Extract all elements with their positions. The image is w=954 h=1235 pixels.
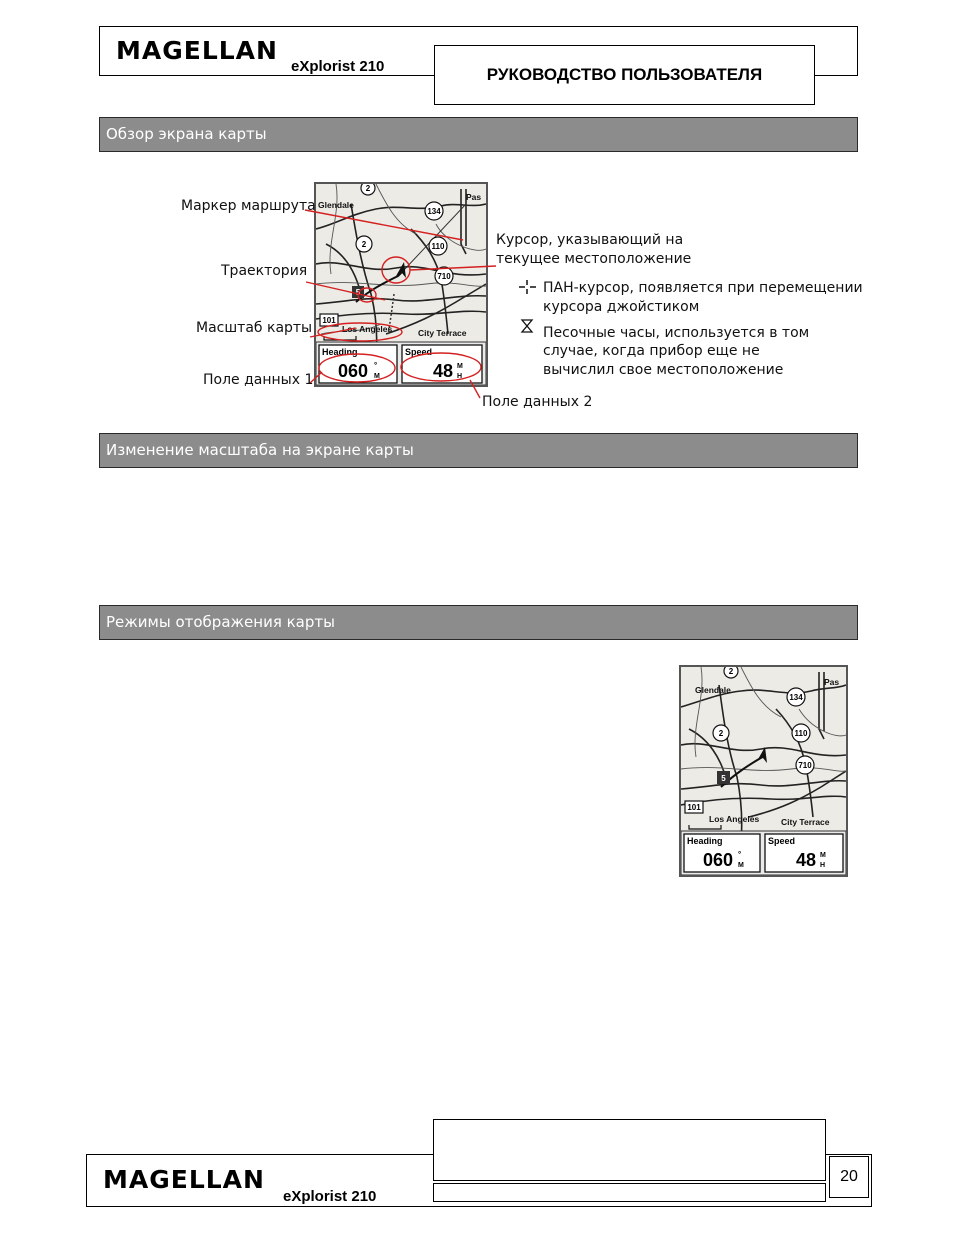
hwy-101-shield: 101 [322, 316, 336, 325]
callout-overlay [0, 0, 954, 430]
callout-track: Траектория [221, 263, 308, 279]
speed-value-2: 48 [796, 850, 817, 870]
heading-label-2: Heading [687, 836, 723, 846]
section-title-map-overview: Обзор экрана карты [99, 117, 858, 152]
hwy-2-shield-2: 2 [718, 729, 724, 738]
map-screen-display-mode [679, 665, 848, 877]
heading-label: Heading [322, 347, 358, 357]
callout-hourglass-line1: Песочные часы, используется в том [543, 325, 810, 341]
footer-info-strip [433, 1183, 826, 1202]
hwy-2-top-shield-2: 2 [728, 667, 734, 676]
callout-pan-line1: ПАН-курсор, появляется при перемещении [543, 280, 863, 296]
map-screen-display-mode-svg [681, 667, 846, 875]
hwy-710-shield: 710 [437, 272, 451, 281]
cursor-highlight [382, 257, 410, 283]
map-label-city-terrace: City Terrace [418, 328, 467, 338]
hwy-2-shield: 2 [361, 240, 367, 249]
heading-value: 060 [338, 361, 369, 381]
hwy-5-shield-2: 5 [721, 774, 726, 783]
header-model: eXplorist 210 [291, 58, 385, 75]
header-brand: MAGELLAN [116, 36, 278, 65]
map-label-glendale-2: Glendale [695, 685, 731, 695]
heading-unit-top-2: ° [738, 850, 742, 859]
hwy-110-shield: 110 [431, 242, 445, 251]
callout-scale: Масштаб карты [196, 320, 313, 336]
callout-hourglass-line3: вычислил свое местоположение [543, 362, 784, 378]
callout-cursor-line1: Курсор, указывающий на [496, 232, 684, 248]
map-label-pasadena: Pas [466, 192, 482, 202]
data-field-1-highlight [319, 354, 395, 382]
callout-hourglass-line2: случае, когда прибор еще не [543, 343, 760, 359]
heading-unit-bottom: M [374, 373, 380, 380]
callout-route-marker: Маркер маршрута [181, 198, 316, 214]
heading-unit-top: ° [374, 361, 378, 370]
scale-highlight [318, 323, 402, 341]
footer-model: eXplorist 210 [283, 1188, 377, 1205]
section-title-display-modes: Режимы отображения карты [99, 605, 858, 640]
speed-unit-top-2: M [820, 852, 826, 859]
hourglass-icon [522, 320, 532, 332]
map-label-los-angeles: Los Angeles [342, 324, 393, 334]
speed-unit-bottom-2: H [820, 862, 826, 869]
data-field-2-highlight [401, 353, 481, 381]
hwy-110-shield-2: 110 [794, 729, 808, 738]
map-scale-bar-2 [689, 825, 721, 829]
hwy-710-shield-2: 710 [798, 761, 812, 770]
section-title-zoom: Изменение масштаба на экране карты [99, 433, 858, 468]
callout-cursor-line2: текущее местоположение [496, 251, 692, 267]
speed-value: 48 [433, 361, 454, 381]
hwy-134-shield-2: 134 [789, 693, 803, 702]
header-title: РУКОВОДСТВО ПОЛЬЗОВАТЕЛЯ [486, 65, 763, 84]
map-label-glendale: Glendale [318, 200, 354, 210]
callout-data-field-2: Поле данных 2 [482, 394, 593, 410]
callout-pan-line2: курсора джойстиком [543, 299, 700, 315]
speed-unit-bottom: H [457, 373, 463, 380]
footer-info-box [433, 1119, 826, 1181]
page-number: 20 [829, 1156, 869, 1198]
speed-unit-top: M [457, 363, 463, 370]
hwy-5-shield: 5 [355, 288, 361, 297]
map-label-city-terrace-2: City Terrace [781, 817, 830, 827]
heading-unit-bottom-2: M [738, 862, 744, 869]
speed-label: Speed [405, 347, 433, 357]
speed-label-2: Speed [768, 836, 796, 846]
heading-value-2: 060 [703, 850, 734, 870]
hwy-101-shield-2: 101 [687, 803, 701, 812]
pan-cursor-icon [519, 280, 536, 294]
map-label-pasadena-2: Pas [824, 677, 840, 687]
callout-data-field-1: Поле данных 1 [203, 372, 314, 388]
hwy-134-shield: 134 [427, 207, 441, 216]
footer-brand: MAGELLAN [103, 1165, 265, 1194]
hwy-2-top-shield: 2 [365, 184, 371, 193]
map-label-los-angeles-2: Los Angeles [709, 814, 760, 824]
